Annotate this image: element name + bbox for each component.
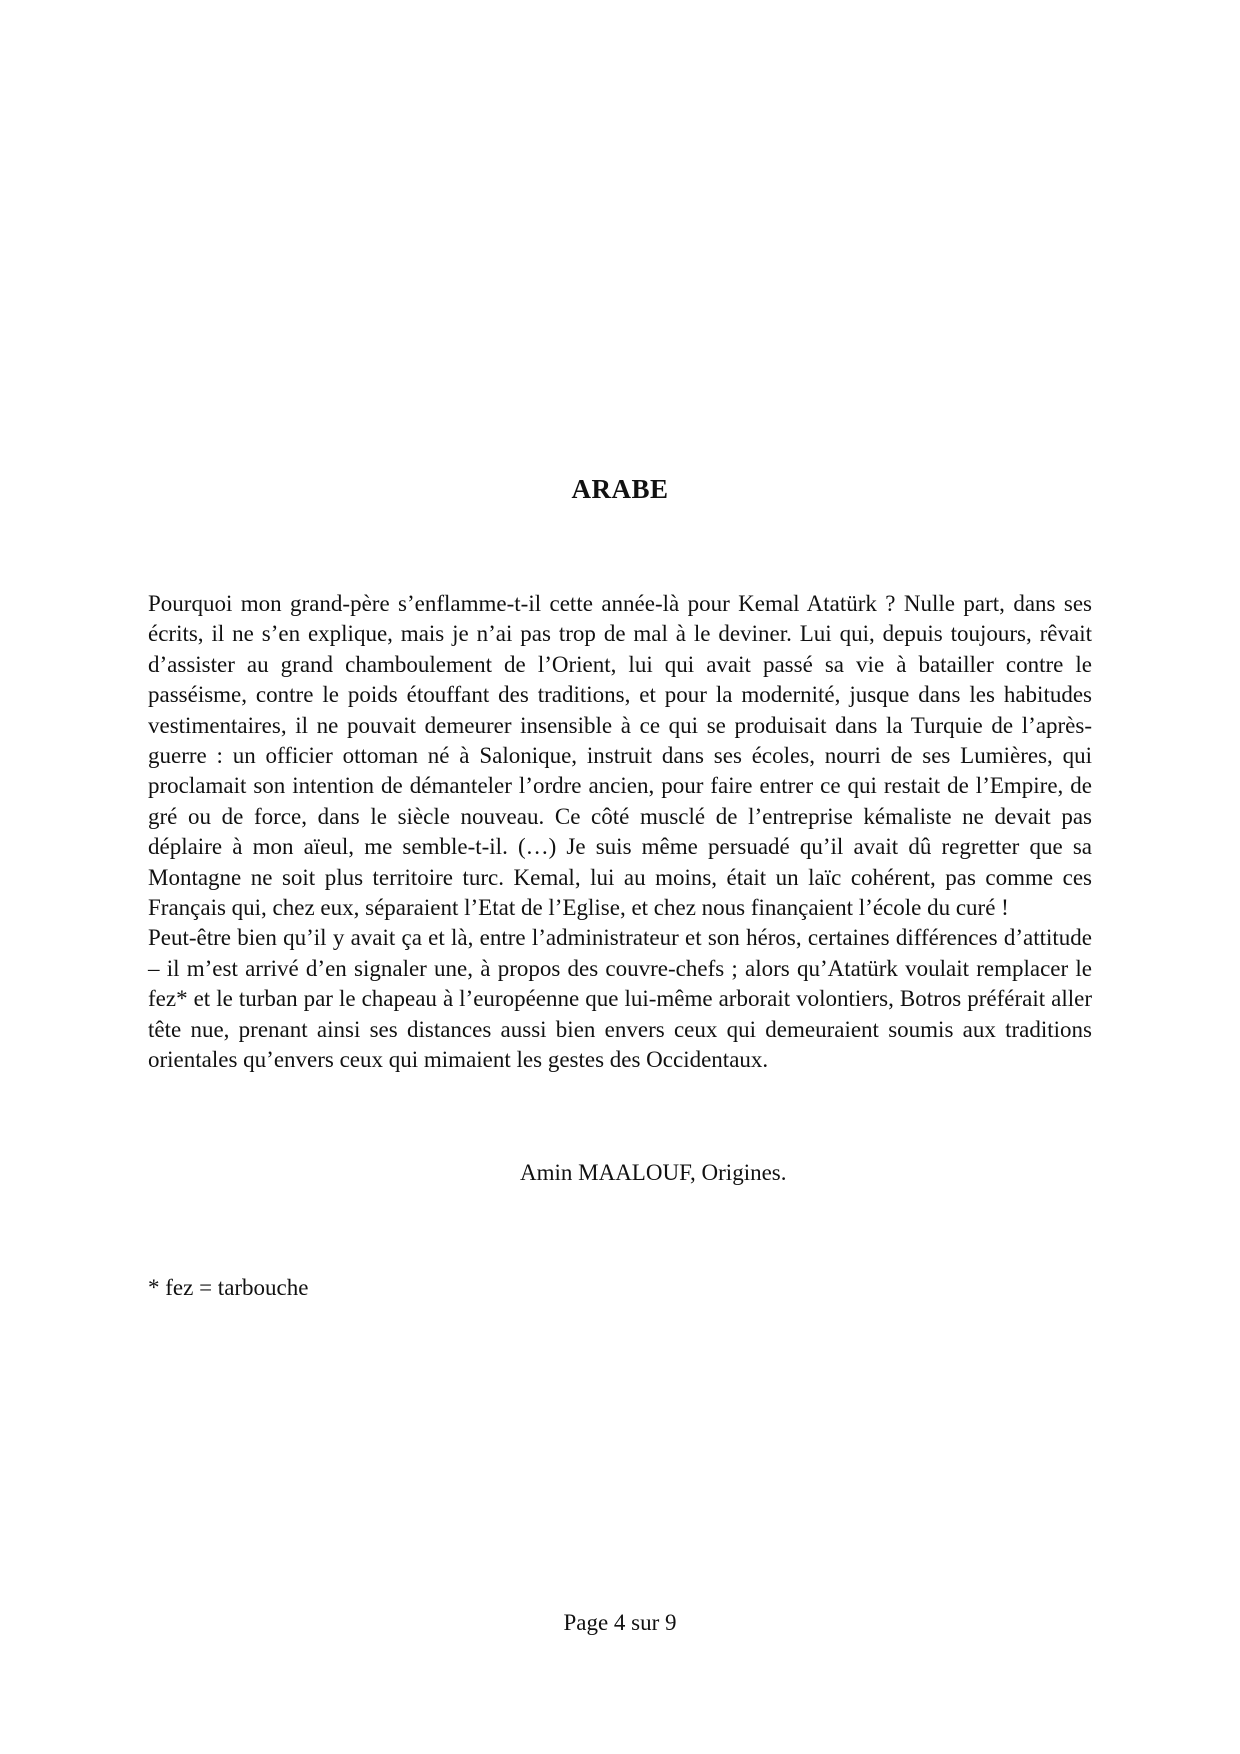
attribution: Amin MAALOUF, Origines. xyxy=(520,1160,787,1185)
page-number: Page 4 sur 9 xyxy=(563,1610,677,1635)
body-text xyxy=(148,589,1092,1076)
document-title: ARABE xyxy=(571,474,669,504)
paragraph-2: Peut-être bien qu’il y avait ça et là, entre l’administrateur et son héros, certaines différences d’attitude – il m’est arrivé d’en signaler une, à propos des couvre-chefs ; alors qu’Atatürk voulait remplacer le fez* et le turban par le chapeau à l’européenne que lui-même arborait volontiers, Botros préférait aller tête nue, prenant ainsi ses distances aussi bien envers ceux qui demeuraient soumis aux traditions orientales qu’envers ceux qui mimaient les gestes des Occidentaux. xyxy=(148,925,1092,1073)
paragraph-1: Pourquoi mon grand-père s’enflamme-t-il cette année-là pour Kemal Atatürk ? Nulle part, dans ses écrits, il ne s’en explique, mais je n’ai pas trop de mal à le deviner. Lui qui, depuis toujours, rêvait d’assister au grand chamboulement de l’Orient, lui qui avait passé sa vie à batailler contre le passéisme, contre le poids étouffant des traditions, et pour la modernité, jusque dans les habitudes vestimentaires, il ne pouvait demeurer insensible à ce qui se produisait dans la Turquie de l’après-guerre : un officier ottoman né à Salonique, instruit dans ses écoles, nourri de ses Lumières, qui proclamait son intention de démanteler l’ordre ancien, pour faire entrer ce qui restait de l’Empire, de gré ou de force, dans le siècle nouveau. Ce côté musclé de l’entreprise kémaliste ne devait pas déplaire à mon aïeul, me semble-t-il. (…) Je suis même persuadé qu’il avait dû regretter que sa Montagne ne soit plus territoire turc. Kemal, lui au moins, était un laïc cohérent, pas comme ces Français qui, chez eux, séparaient l’Etat de l’Eglise, et chez nous finançaient l’école du curé ! xyxy=(148,591,1092,921)
footnote: * fez = tarbouche xyxy=(148,1275,309,1300)
